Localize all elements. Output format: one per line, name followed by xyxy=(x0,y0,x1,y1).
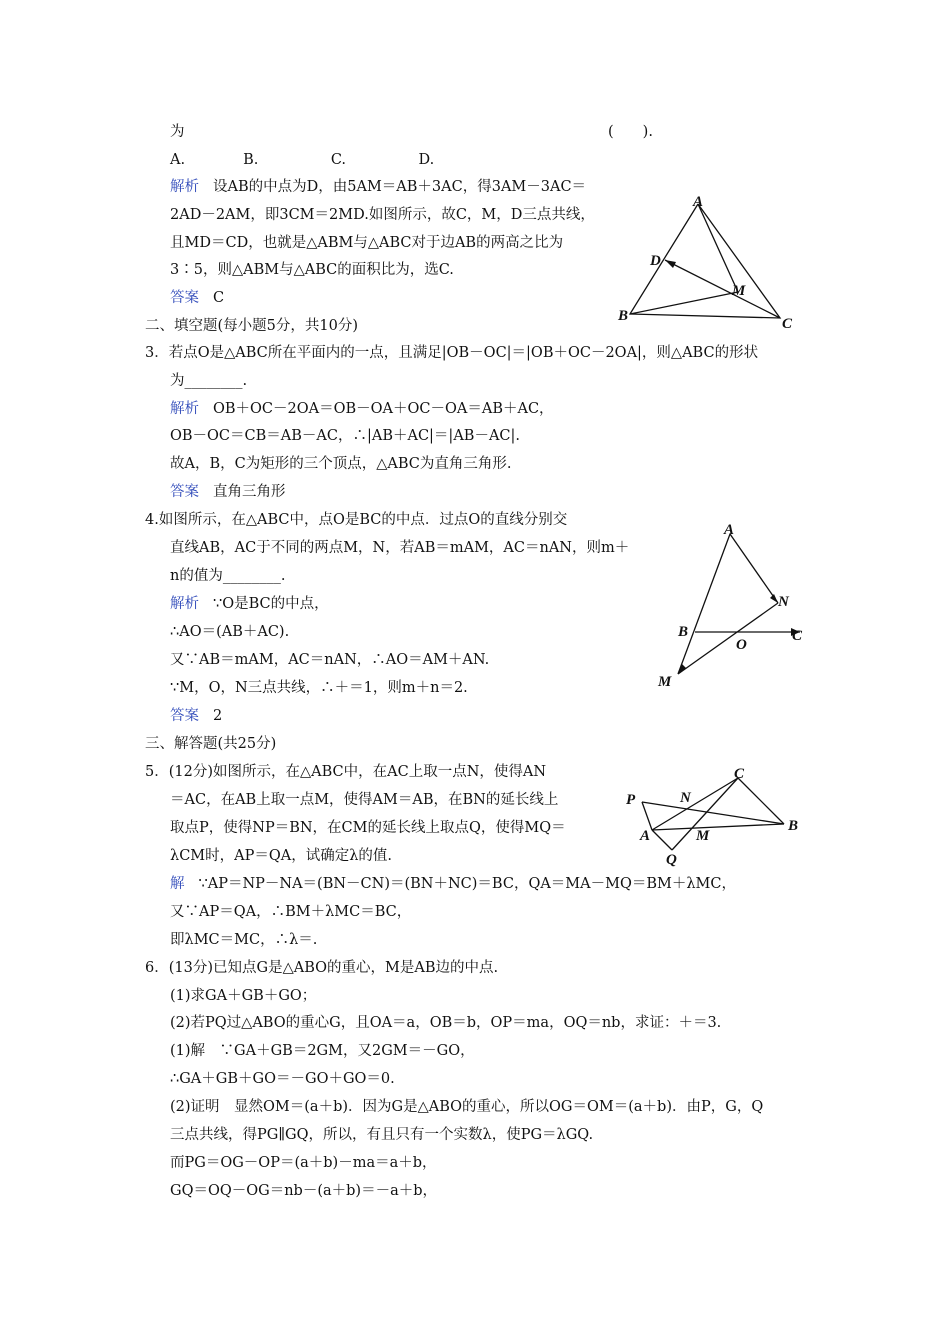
text-content: 直线AB，AC于不同的两点M，N，若AB＝mAM，AC＝nAN，则m＋ xyxy=(170,540,630,556)
text-line xyxy=(170,986,316,1006)
text-line xyxy=(170,288,224,308)
answer-tag: 答案 xyxy=(170,708,199,724)
text-line xyxy=(608,122,653,142)
text-line xyxy=(170,482,286,502)
text-line xyxy=(170,260,454,280)
text-content: 6．(13分)已知点G是△ABO的重心，M是AB边的中点. xyxy=(145,960,499,976)
fig3-label-a: A xyxy=(640,828,651,844)
text-content: (1)解 ∵GA＋GB＝2GM，又2GM＝－GO， xyxy=(170,1043,475,1059)
fig2-label-m: M xyxy=(658,674,672,690)
text-line xyxy=(170,371,247,391)
text-line xyxy=(170,622,289,642)
text-line xyxy=(170,818,566,838)
text-content: 取点P，使得NP＝BN，在CM的延长线上取点Q，使得MQ＝ xyxy=(170,820,566,836)
text-line xyxy=(145,734,276,754)
figure-triangle-abc-pnmq xyxy=(622,762,812,872)
answer-tag: 答案 xyxy=(170,290,199,306)
answer-tag: 解析 xyxy=(170,596,199,612)
fig1-label-a: A xyxy=(693,194,704,210)
text-content: A. B. C. D. xyxy=(170,152,435,168)
text-line xyxy=(145,343,758,363)
text-line xyxy=(170,233,563,253)
text-line xyxy=(170,706,222,726)
text-line xyxy=(170,1125,593,1145)
text-content: 3∶5，则△ABM与△ABC的面积比为，选C. xyxy=(170,262,454,278)
text-line xyxy=(145,958,498,978)
text-content: 故A，B，C为矩形的三个顶点，△ABC为直角三角形. xyxy=(170,456,512,472)
text-content: ＝AC，在AB上取一点M，使得AM＝AB，在BN的延长线上 xyxy=(170,792,559,808)
fig2-label-n: N xyxy=(778,594,789,610)
text-line xyxy=(170,150,434,170)
text-content: 为 xyxy=(170,124,185,140)
fig3-label-b: B xyxy=(788,818,799,834)
fig3-label-m: M xyxy=(696,828,710,844)
answer-tag: 解析 xyxy=(170,179,199,195)
text-line xyxy=(170,790,558,810)
fig2-label-c: C xyxy=(792,628,803,644)
text-content: ∵O是BC的中点， xyxy=(213,596,329,612)
text-line xyxy=(170,594,329,614)
text-content: 三、解答题(共25分) xyxy=(145,736,277,752)
text-content: OB＋OC－2OA＝OB－OA＋OC－OA＝AB＋AC， xyxy=(213,401,554,417)
text-content: (1)求GA＋GB＋GO； xyxy=(170,988,317,1004)
fig1-label-b: B xyxy=(618,308,629,324)
text-line xyxy=(170,1097,763,1117)
text-content: 2AD－2AM，即3CM＝2MD.如图所示，故C，M，D三点共线， xyxy=(170,207,595,223)
text-content: ∵M，O，N三点共线，∴＋＝1，则m＋n＝2. xyxy=(170,680,468,696)
text-line xyxy=(170,650,489,670)
text-content: 3．若点O是△ABC所在平面内的一点，且满足|OB－OC|＝|OB＋OC－2OA|，则△ABC的形状 xyxy=(145,345,759,361)
text-content: ( ). xyxy=(608,124,653,140)
text-content: 设AB的中点为D，由5AM＝AB＋3AC，得3AM－3AC＝ xyxy=(213,179,587,195)
text-line xyxy=(145,510,567,530)
fig2-label-b: B xyxy=(678,624,689,640)
answer-tag: 解 xyxy=(170,876,185,892)
text-content: ∴GA＋GB＋GO＝－GO＋GO＝0. xyxy=(170,1071,395,1087)
text-line xyxy=(170,177,586,197)
fig2-label-a: A xyxy=(724,522,735,538)
text-line xyxy=(170,930,317,950)
text-line xyxy=(145,762,546,782)
text-content: 2 xyxy=(213,708,223,724)
text-content: 直角三角形 xyxy=(213,484,286,500)
text-content: (2)若PQ过△ABO的重心G，且OA＝a，OB＝b，OP＝ma，OQ＝nb，求证：＋＝3. xyxy=(170,1015,722,1031)
answer-tag: 答案 xyxy=(170,484,199,500)
text-line xyxy=(170,902,411,922)
figure-triangle-abc-dm xyxy=(610,190,810,335)
text-content: OB－OC＝CB＝AB－AC，∴|AB＋AC|＝|AB－AC|. xyxy=(170,428,521,444)
text-line xyxy=(170,1013,721,1033)
text-content: 4.如图所示，在△ABC中，点O是BC的中点．过点O的直线分别交 xyxy=(145,512,568,528)
fig1-label-m: M xyxy=(732,283,746,299)
text-content: 即λMC＝MC，∴λ＝. xyxy=(170,932,318,948)
fig3-label-n: N xyxy=(680,790,691,806)
text-content: 5．(12分)如图所示，在△ABC中，在AC上取一点N，使得AN xyxy=(145,764,547,780)
text-line xyxy=(170,538,629,558)
text-content: 三点共线，得PG∥GQ，所以，有且只有一个实数λ，使PG＝λGQ. xyxy=(170,1127,594,1143)
text-line xyxy=(145,316,358,336)
text-line xyxy=(170,205,595,225)
fig3-label-c: C xyxy=(734,766,745,782)
text-line xyxy=(170,566,285,586)
text-line xyxy=(170,1181,437,1201)
text-line xyxy=(170,678,468,698)
text-content: 又∵AB＝mAM，AC＝nAN，∴AO＝AM＋AN. xyxy=(170,652,490,668)
fig3-label-p: P xyxy=(626,792,636,808)
text-content: GQ＝OQ－OG＝nb－(a＋b)＝－a＋b， xyxy=(170,1183,438,1199)
text-content: 而PG＝OG－OP＝(a＋b)－ma＝a＋b， xyxy=(170,1155,437,1171)
text-content: ∵AP＝NP－NA＝(BN－CN)＝(BN＋NC)＝BC，QA＝MA－MQ＝BM＋λMC， xyxy=(198,876,736,892)
text-line xyxy=(170,426,520,446)
text-content: (2)证明 显然OM＝(a＋b)．因为G是△ABO的重心，所以OG＝OM＝(a＋b)．由P，G，Q xyxy=(170,1099,764,1115)
text-line xyxy=(170,1153,437,1173)
text-line xyxy=(170,846,392,866)
text-content: n的值为________. xyxy=(170,568,286,584)
text-line xyxy=(170,454,511,474)
fig1-label-c: C xyxy=(782,316,793,332)
text-content: λCM时，AP＝QA，试确定λ的值. xyxy=(170,848,393,864)
text-line xyxy=(170,1069,395,1089)
text-line xyxy=(170,399,554,419)
text-content: ∴AO＝(AB＋AC). xyxy=(170,624,290,640)
text-content: 为________. xyxy=(170,373,248,389)
fig3-label-q: Q xyxy=(666,852,677,868)
text-line xyxy=(170,1041,475,1061)
text-content: 二、填空题(每小题5分，共10分) xyxy=(145,318,358,334)
answer-tag: 解析 xyxy=(170,401,199,417)
fig2-label-o: O xyxy=(736,637,747,653)
fig1-label-d: D xyxy=(650,253,661,269)
text-line xyxy=(170,874,736,894)
text-content: 且MD＝CD，也就是△ABM与△ABC对于边AB的两高之比为 xyxy=(170,235,564,251)
text-content: C xyxy=(213,290,225,306)
figure-triangle-abc-mon xyxy=(650,518,820,693)
text-content: 又∵AP＝QA，∴BM＋λMC＝BC， xyxy=(170,904,412,920)
text-line xyxy=(170,122,185,142)
